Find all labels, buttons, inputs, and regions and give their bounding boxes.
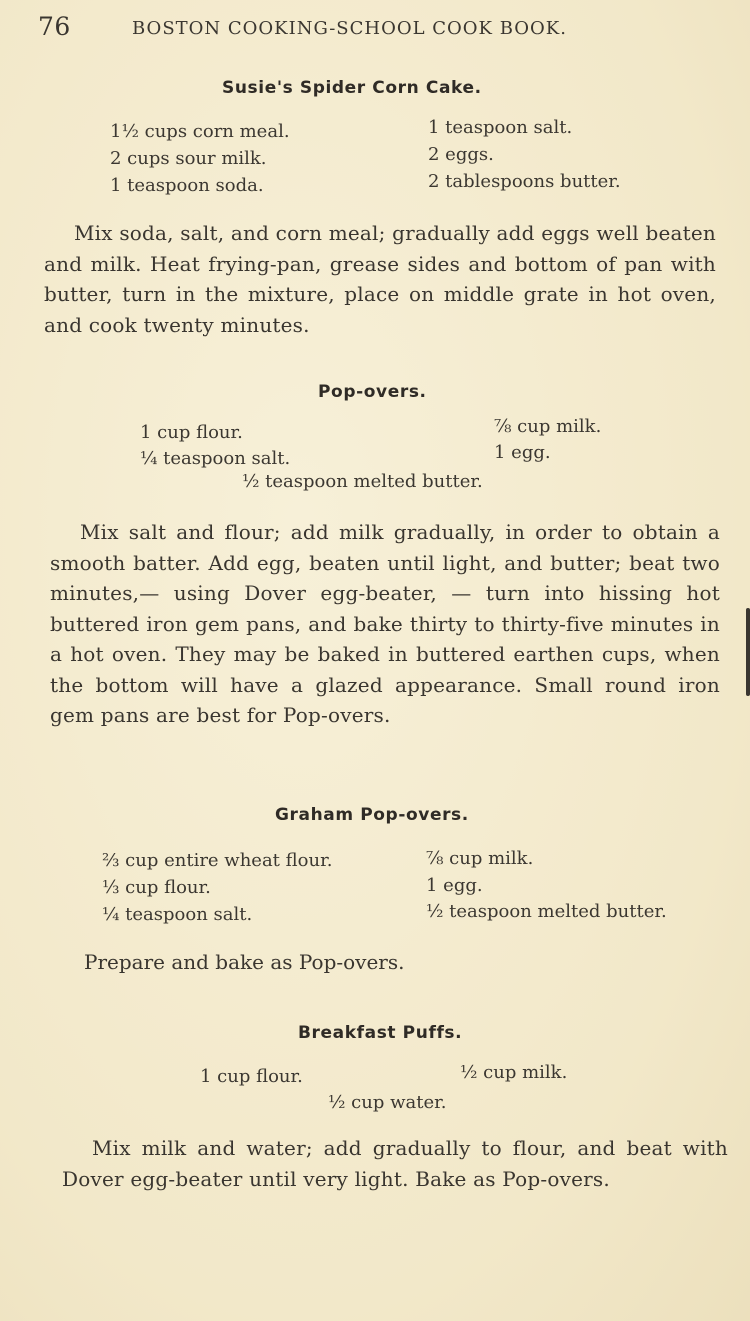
ingredient: ⅓ cup flour. <box>102 877 211 898</box>
ingredient: 2 cups sour milk. <box>110 148 267 169</box>
ingredient: 1 teaspoon salt. <box>428 117 573 138</box>
page-number: 76 <box>38 12 71 41</box>
ingredient: ½ cup milk. <box>460 1062 568 1083</box>
ingredient: 1 teaspoon soda. <box>110 175 264 196</box>
recipe-directions: Prepare and bake as Pop-overs. <box>84 950 405 974</box>
recipe-title: Pop-overs. <box>318 382 427 402</box>
ingredient: ⅞ cup milk. <box>426 848 534 869</box>
ingredient: 1 cup flour. <box>200 1066 303 1087</box>
recipe-directions: Mix milk and water; add gradually to flour, and beat with Dover egg-beater until very light. Bake as Pop-overs. <box>62 1136 728 1191</box>
ingredient: ½ cup water. <box>328 1092 447 1113</box>
ingredient: 1 egg. <box>494 442 551 463</box>
ingredient: 2 eggs. <box>428 144 494 165</box>
ingredient: ⅞ cup milk. <box>494 416 602 437</box>
ingredient: ¼ teaspoon salt. <box>140 448 291 469</box>
ingredient: ½ teaspoon melted butter. <box>426 901 667 922</box>
ingredient: ½ teaspoon melted butter. <box>242 471 483 492</box>
recipe-directions: Mix salt and flour; add milk gradually, in order to obtain a smooth batter. Add egg, beaten until light, and butter; beat two minutes,— using Dover egg-beater, — turn into hissing hot buttered iron gem pans, and bake thirty to thirty-five minutes in a hot oven. They may be baked in buttered earthen cups, when the bottom will have a glazed appearance. Small round iron gem pans are best for Pop-overs. <box>50 520 720 727</box>
page-header <box>38 10 718 44</box>
recipe-directions: Mix soda, salt, and corn meal; gradually add eggs well beaten and milk. Heat frying-pan, grease sides and bottom of pan with butter, turn in the mixture, place on middle grate in hot oven, and cook twenty minutes. <box>44 221 716 337</box>
ingredient: ⅔ cup entire wheat flour. <box>102 850 333 871</box>
recipe-title: Susie's Spider Corn Cake. <box>222 78 482 98</box>
ingredient: 1 egg. <box>426 875 483 896</box>
recipe-title: Breakfast Puffs. <box>298 1023 463 1043</box>
page-edge-mark <box>746 608 750 696</box>
recipe-title: Graham Pop-overs. <box>275 805 469 825</box>
running-title: BOSTON COOKING-SCHOOL COOK BOOK. <box>132 18 567 39</box>
ingredient: 1½ cups corn meal. <box>110 121 290 142</box>
ingredient: ¼ teaspoon salt. <box>102 904 253 925</box>
ingredient: 1 cup flour. <box>140 422 243 443</box>
ingredient: 2 tablespoons butter. <box>428 171 621 192</box>
